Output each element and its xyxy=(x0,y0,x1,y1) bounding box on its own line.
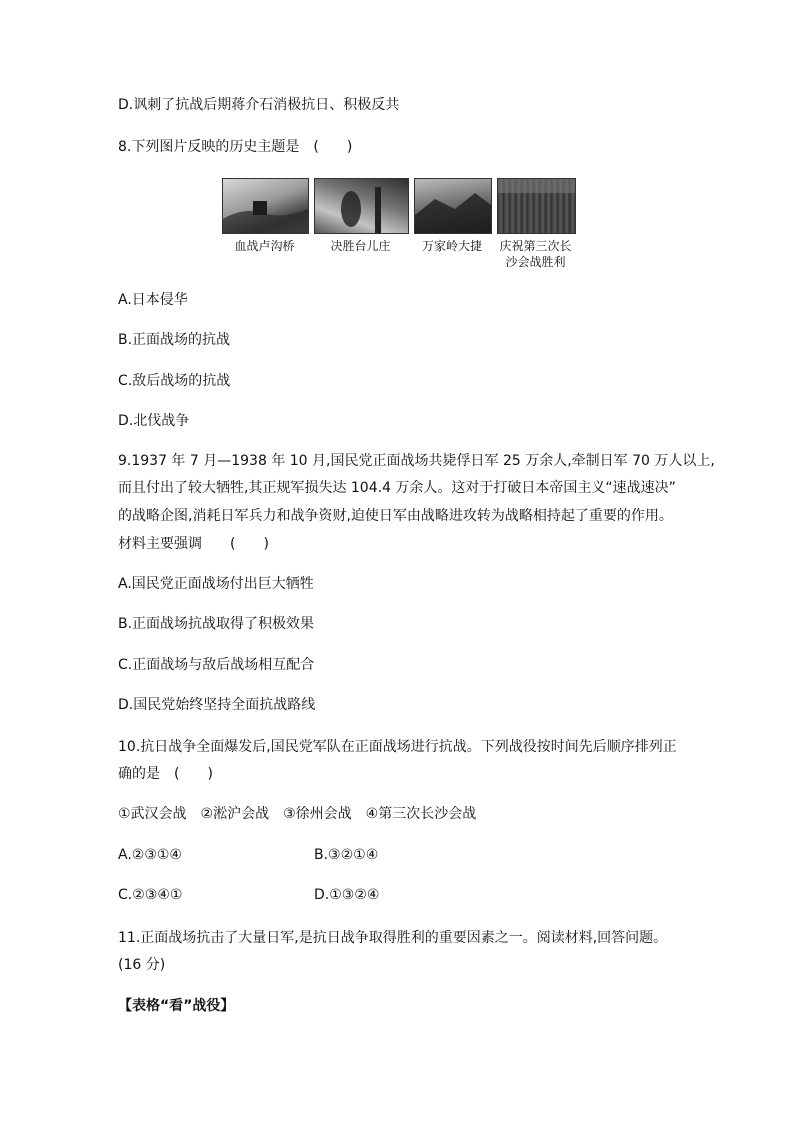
caption-4-line-2: 沙会战胜利 xyxy=(505,255,566,269)
caption-1: 血战卢沟桥 xyxy=(234,239,295,253)
q10-stem-line-2: 确的是 ( ) xyxy=(118,766,213,782)
caption-4 xyxy=(497,238,574,270)
q8-option-a: A.日本侵华 xyxy=(118,292,188,308)
q10-items: ①武汉会战 ②淞沪会战 ③徐州会战 ④第三次长沙会战 xyxy=(118,806,477,822)
q11-stem-line-1: 11.正面战场抗击了大量日军,是抗日战争取得胜利的重要因素之一。阅读材料,回答问题。 xyxy=(118,930,668,946)
photo-lugou-bridge xyxy=(222,178,309,234)
q8-stem: 8.下列图片反映的历史主题是 ( ) xyxy=(118,139,353,155)
q9-option-c: C.正面战场与敌后战场相互配合 xyxy=(118,657,315,673)
q10-option-c: C.②③④① xyxy=(118,887,183,903)
q8-option-d: D.北伐战争 xyxy=(118,413,190,429)
q10-option-d: D.①③②④ xyxy=(314,887,380,903)
q10-stem-line-1: 10.抗日战争全面爆发后,国民党军队在正面战场进行抗战。下列战役按时间先后顺序排列正 xyxy=(118,739,677,755)
photo-taierzhuang xyxy=(314,178,409,234)
q7-option-d: D.讽刺了抗战后期蒋介石消极抗日、积极反共 xyxy=(118,97,400,113)
q9-stem-line-2: 而且付出了较大牺牲,其正规军损失达 104.4 万余人。这对于打破日本帝国主义“速战速决” xyxy=(118,480,676,496)
q9-stem-line-4: 材料主要强调 ( ) xyxy=(118,536,269,552)
caption-4-line-1: 庆祝第三次长 xyxy=(499,239,572,253)
q9-stem-line-1: 9.1937 年 7 月—1938 年 10 月,国民党正面战场共毙俘日军 25 万余人,牵制日军 70 万人以上, xyxy=(118,453,715,469)
q9-stem-line-3: 的战略企图,消耗日军兵力和战争资财,迫使日军由战略进攻转为战略相持起了重要的作用。 xyxy=(118,508,673,524)
caption-2: 决胜台儿庄 xyxy=(330,239,391,253)
q9-option-b: B.正面战场抗战取得了积极效果 xyxy=(118,616,315,632)
q11-section-heading: 【表格“看”战役】 xyxy=(118,998,235,1014)
q8-option-b: B.正面战场的抗战 xyxy=(118,332,231,348)
q9-option-d: D.国民党始终坚持全面抗战路线 xyxy=(118,697,316,713)
q8-photo-strip xyxy=(222,178,574,274)
photo-changsha-celebration xyxy=(497,178,576,234)
caption-3: 万家岭大捷 xyxy=(421,239,482,253)
q8-option-c: C.敌后战场的抗战 xyxy=(118,373,231,389)
q11-stem-line-2: (16 分) xyxy=(118,957,166,973)
q10-option-a: A.②③①④ xyxy=(118,847,182,863)
photo-wanjialing xyxy=(414,178,492,234)
q9-option-a: A.国民党正面战场付出巨大牺牲 xyxy=(118,576,314,592)
q10-option-b: B.③②①④ xyxy=(314,847,379,863)
